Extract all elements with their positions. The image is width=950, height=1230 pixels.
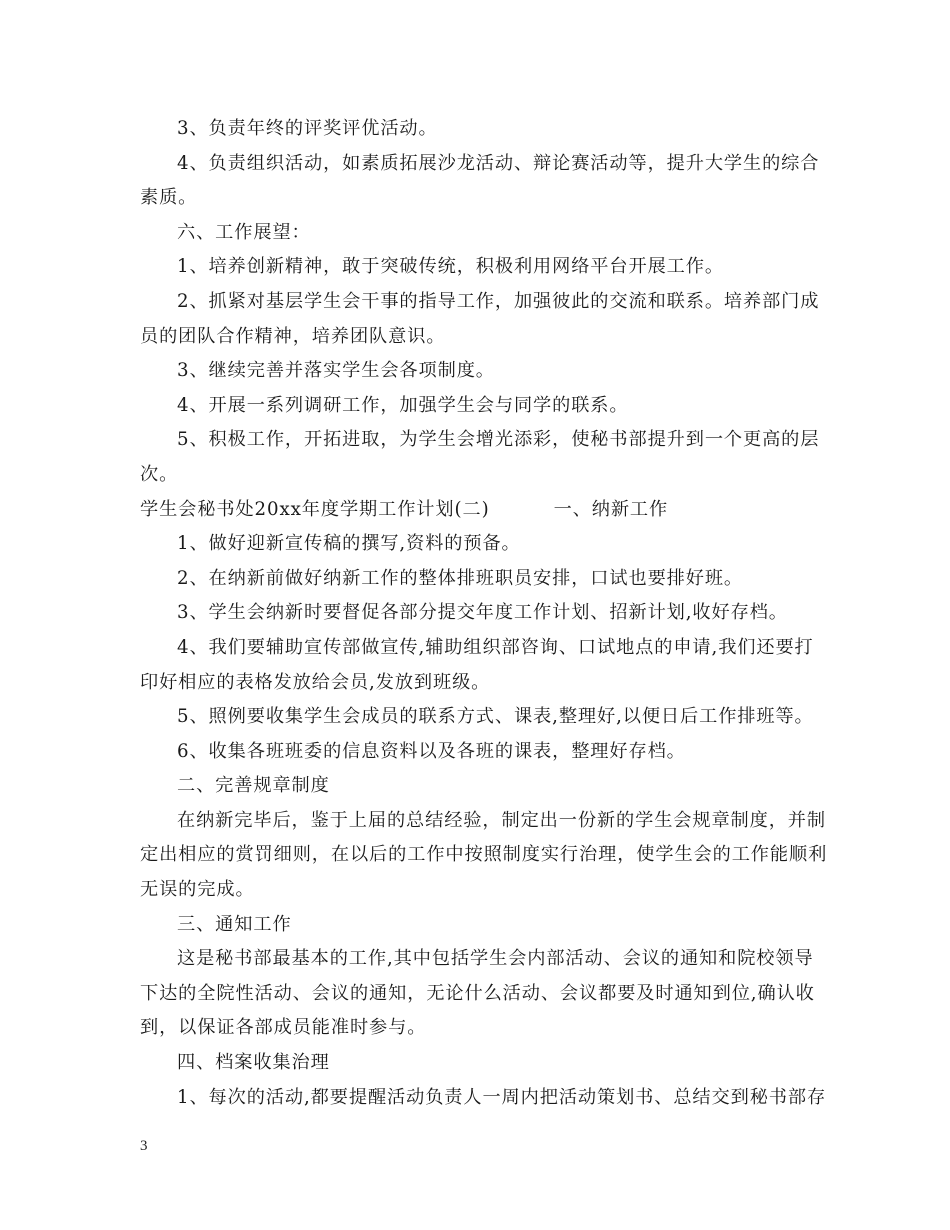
list-item: 4、我们要辅助宣传部做宣传,辅助组织部咨询、口试地点的申请,我们还要打 <box>177 636 814 658</box>
paragraph-continuation: 素质。 <box>140 187 198 209</box>
paragraph-continuation: 次。 <box>140 463 179 485</box>
list-item: 6、收集各班班委的信息资料以及各班的课表，整理好存档。 <box>177 740 686 762</box>
list-item: 5、照例要收集学生会成员的联系方式、课表,整理好,以便日后工作排班等。 <box>177 706 814 728</box>
list-item: 5、积极工作，开拓进取，为学生会增光添彩，使秘书部提升到一个更高的层 <box>177 429 820 451</box>
paragraph-continuation: 无误的完成。 <box>140 879 255 901</box>
list-item: 1、每次的活动,都要提醒活动负责人一周内把活动策划书、总结交到秘书部存 <box>177 1086 827 1108</box>
section-heading: 三、通知工作 <box>177 913 292 935</box>
paragraph-continuation: 定出相应的赏罚细则，在以后的工作中按照制度实行治理，使学生会的工作能顺利 <box>140 844 828 866</box>
document-title: 学生会秘书处20xx年度学期工作计划(二) <box>140 498 490 520</box>
paragraph-continuation: 员的团队合作精神，培养团队意识。 <box>140 325 446 347</box>
title-line <box>140 493 812 528</box>
list-item: 4、开展一系列调研工作，加强学生会与同学的联系。 <box>177 394 629 416</box>
paragraph: 在纳新完毕后，鉴于上届的总结经验，制定出一份新的学生会规章制度，并制 <box>177 809 826 831</box>
paragraph: 这是秘书部最基本的工作,其中包括学生会内部活动、会议的通知和院校领导 <box>177 948 814 970</box>
section-heading: 六、工作展望： <box>177 221 311 243</box>
list-item: 4、负责组织活动，如素质拓展沙龙活动、辩论赛活动等，提升大学生的综合 <box>177 152 820 174</box>
list-item: 2、抓紧对基层学生会干事的指导工作，加强彼此的交流和联系。培养部门成 <box>177 290 820 312</box>
list-item: 3、继续完善并落实学生会各项制度。 <box>177 360 495 382</box>
list-item: 1、做好迎新宣传稿的撰写,资料的预备。 <box>177 533 521 555</box>
list-item: 3、负责年终的评奖评优活动。 <box>177 118 438 139</box>
page-number: 3 <box>140 1138 148 1154</box>
list-item: 2、在纳新前做好纳新工作的整体排班职员安排，口试也要排好班。 <box>177 567 744 589</box>
section-heading: 二、完善规章制度 <box>177 775 330 797</box>
paragraph-continuation: 印好相应的表格发放给会员,发放到班级。 <box>140 671 491 693</box>
list-item: 3、学生会纳新时要督促各部分提交年度工作计划、招新计划,收好存档。 <box>177 602 788 624</box>
paragraph-continuation: 下达的全院性活动、会议的通知，无论什么活动、会议都要及时通知到位,确认收 <box>140 982 815 1004</box>
paragraph-continuation: 到，以保证各部成员能准时参与。 <box>140 1017 427 1039</box>
list-item: 1、培养创新精神，敢于突破传统，积极利用网络平台开展工作。 <box>177 256 724 278</box>
section-heading: 四、档案收集治理 <box>177 1052 330 1074</box>
document-body <box>140 112 828 1115</box>
section-heading: 一、纳新工作 <box>553 498 669 520</box>
